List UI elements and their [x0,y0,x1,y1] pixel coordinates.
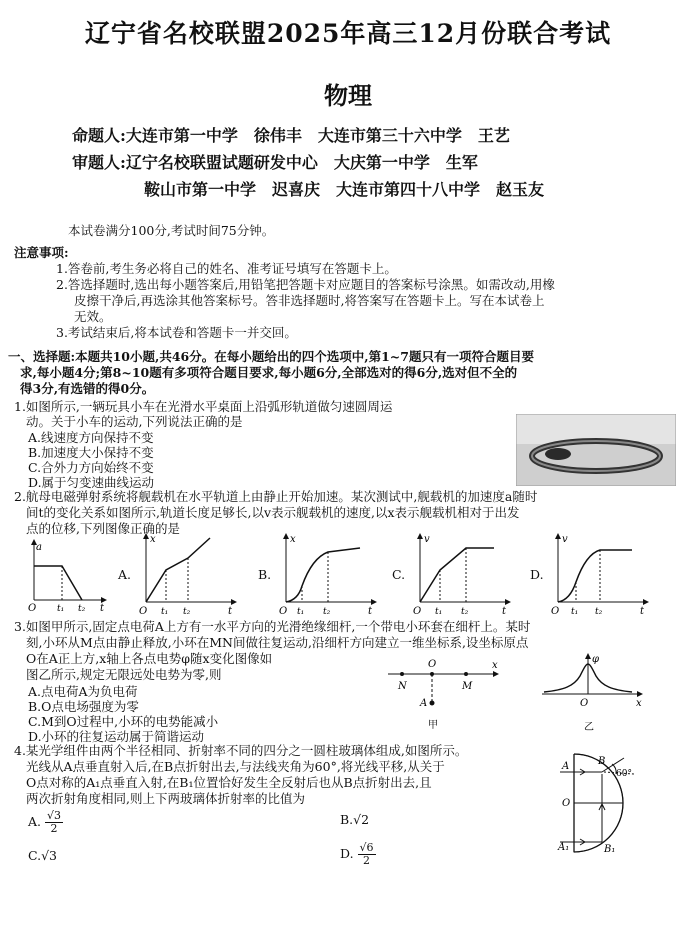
author-line-3: 鞍山市第一中学 迟喜庆 大连市第四十八中学 赵玉友 [144,180,545,199]
q1-option-c: C.合外力方向始终不变 [28,460,154,475]
q1-option-b: B.加速度大小保持不变 [28,445,154,460]
q4-option-d-fraction [358,842,376,867]
q2-b-t: t [368,606,373,616]
q4-option-d [340,842,376,867]
q4-o-label: O [562,798,571,809]
q3-option-c: C.M到O过程中,小环的电势能减小 [28,714,219,729]
q2-t2-label: t₂ [78,604,86,614]
notice-item-2c: 无效。 [74,309,112,324]
q2-d-origin: O [551,606,560,616]
section-1-line-1: 一、选择题:本题共10小题,共46分。在每小题给出的四个选项中,第1~7题只有一项符合题目要 [8,349,534,364]
q2-a-x-axis: x [150,534,156,545]
q4-option-b: B.√2 [340,812,370,827]
exam-title: 辽宁省名校联盟2025年高三12月份联合考试 [84,19,612,48]
q4-option-a-prefix: A. [28,814,42,829]
q2-a-t2: t₂ [183,607,191,616]
q2-option-a-graph [136,530,240,616]
q4-option-a-den: 2 [50,822,58,835]
q3-x-label: x [492,660,498,671]
q3-stem-4: 图乙所示,规定无限远处电势为零,则 [26,667,222,682]
q2-c-v-axis: v [424,534,430,545]
q4-angle-label: 60° [616,769,632,779]
q2-stem-3: 点的位移,下列图像正确的是 [26,521,180,536]
q2-d-t: t [640,606,645,616]
q3-a-label: A [420,698,428,709]
q4-stem-1: 4.某光学组件由两个半径相同、折射率不同的四分之一圆柱玻璃体组成,如图所示。 [14,743,468,758]
q2-option-d-letter: D. [530,567,544,582]
q2-c-t2: t₂ [461,607,469,616]
q3-stem-1: 3.如图甲所示,固定点电荷A上方有一水平方向的光滑绝缘细杆,一个带电小环套在细杆上。某时 [14,619,531,634]
q4-stem-3: O点对称的A₁点垂直入射,在B₁位置恰好发生全反射后也从B点折射出去,且 [26,775,432,790]
q2-option-a-letter: A. [118,567,132,582]
q4-option-a [28,810,63,835]
notice-item-1: 1.答卷前,考生务必将自己的姓名、准考证号填写在答题卡上。 [56,261,397,276]
q2-a-origin: O [139,606,148,616]
q2-b-origin: O [279,606,288,616]
q3-n-label: N [398,681,407,692]
q4-a1-label: A₁ [558,842,570,853]
author-line-1: 命题人:大连市第一中学 徐伟丰 大连市第三十六中学 王艺 [72,126,510,145]
notice-item-2: 2.答选择题时,选出每小题答案后,用铅笔把答题卡对应题目的答案标号涂黑。如需改动,用橡 [56,277,555,292]
q1-stem-2: 动。关于小车的运动,下列说法正确的是 [26,414,243,429]
q2-a-t: t [228,606,233,616]
q4-option-a-fraction [45,810,63,835]
section-1-line-2: 求,每小题4分;第8~10题有多项符合题目要求,每小题6分,全部选对的得6分,选对但不全的 [20,365,518,380]
q2-origin-label: O [28,603,37,614]
q2-c-origin: O [413,606,422,616]
q1-option-a: A.线速度方向保持不变 [28,430,154,445]
q4-b1-label: B₁ [604,844,616,855]
q2-d-t2: t₂ [595,607,603,616]
q2-a-axis-label: a [36,542,42,553]
q2-option-c-letter: C. [392,567,406,582]
q2-b-x-axis: x [290,534,296,545]
q3-stem-2: 刻,小环从M点由静止释放,小环在MN间做往复运动,沿细杆方向建立一维坐标系,设坐标原点 [26,635,529,650]
section-1-line-3: 得3分,有选错的得0分。 [20,381,155,396]
q4-stem-4: 两次折射角度相同,则上下两玻璃体折射率的比值为 [26,791,305,806]
q4-b-label: B [598,756,606,767]
q3-fig-jia-caption: 甲 [428,720,438,731]
q3-figure-yi [538,650,648,734]
q4-option-d-prefix: D. [340,846,354,861]
q2-c-t1: t₁ [435,607,443,616]
q3-stem-3: O在A正上方,x轴上各点电势φ随x变化图像如 [26,651,273,666]
q1-stem-1: 1.如图所示,一辆玩具小车在光滑水平桌面上沿弧形轨道做匀速圆周运 [14,399,393,414]
q2-t1-label: t₁ [57,604,65,614]
q2-c-t: t [502,606,507,616]
exam-subject: 物理 [324,81,372,110]
q2-a-t1: t₁ [161,607,169,616]
q2-stem-1: 2.航母电磁弹射系统将舰载机在水平轨道上由静止开始加速。某次测试中,舰载机的加速度a随时 [14,489,538,504]
q4-optics-figure [554,746,664,860]
q4-stem-2: 光线从A点垂直射入后,在B点折射出去,与法线夹角为60°,将光线平移,从关于 [26,759,445,774]
q3-option-b: B.O点电场强度为零 [28,699,139,714]
intro-text: 本试卷满分100分,考试时间75分钟。 [68,223,275,238]
q1-toy-car-photo [516,414,676,486]
q3-figure-jia [380,656,510,732]
q3-yi-o-label: O [580,698,589,709]
author-line-2: 审题人:辽宁名校联盟试题研发中心 大庆第一中学 生军 [72,153,478,172]
q2-t-label: t [100,603,105,614]
q2-option-c-graph [410,530,514,616]
q1-option-d: D.属于匀变速曲线运动 [28,475,155,490]
q2-option-b-letter: B. [258,567,272,582]
q3-option-a: A.点电荷A为负电荷 [28,684,138,699]
q2-b-t2: t₂ [323,607,331,616]
q4-a-label: A [562,761,570,772]
notice-item-3: 3.考试结束后,将本试卷和答题卡一并交回。 [56,325,297,340]
q2-stem-2: 间t的变化关系如图所示,轨道长度足够长,以v表示舰载机的速度,以x表示舰载机相对于出发 [26,505,520,520]
notice-heading: 注意事项: [14,245,69,260]
q4-option-c: C.√3 [28,848,58,863]
q4-option-d-den: 2 [363,854,371,867]
q2-a-t-graph [26,536,110,614]
q3-fig-yi-caption: 乙 [584,722,594,733]
q4-option-d-num: √6 [359,841,374,854]
q2-d-v-axis: v [562,534,568,545]
q2-option-d-graph [548,530,652,616]
q2-b-t1: t₁ [297,607,305,616]
q3-o-label: O [428,659,437,670]
q4-option-a-num: √3 [47,809,62,822]
q2-d-t1: t₁ [571,607,579,616]
q3-yi-x-label: x [636,698,642,709]
q2-option-b-graph [276,530,380,616]
q3-m-label: M [462,681,473,692]
q3-phi-label: φ [592,654,600,665]
q3-option-d: D.小环的往复运动属于简谐运动 [28,729,205,744]
notice-item-2b: 皮擦干净后,再选涂其他答案标号。答非选择题时,将答案写在答题卡上。写在本试卷上 [74,293,545,308]
